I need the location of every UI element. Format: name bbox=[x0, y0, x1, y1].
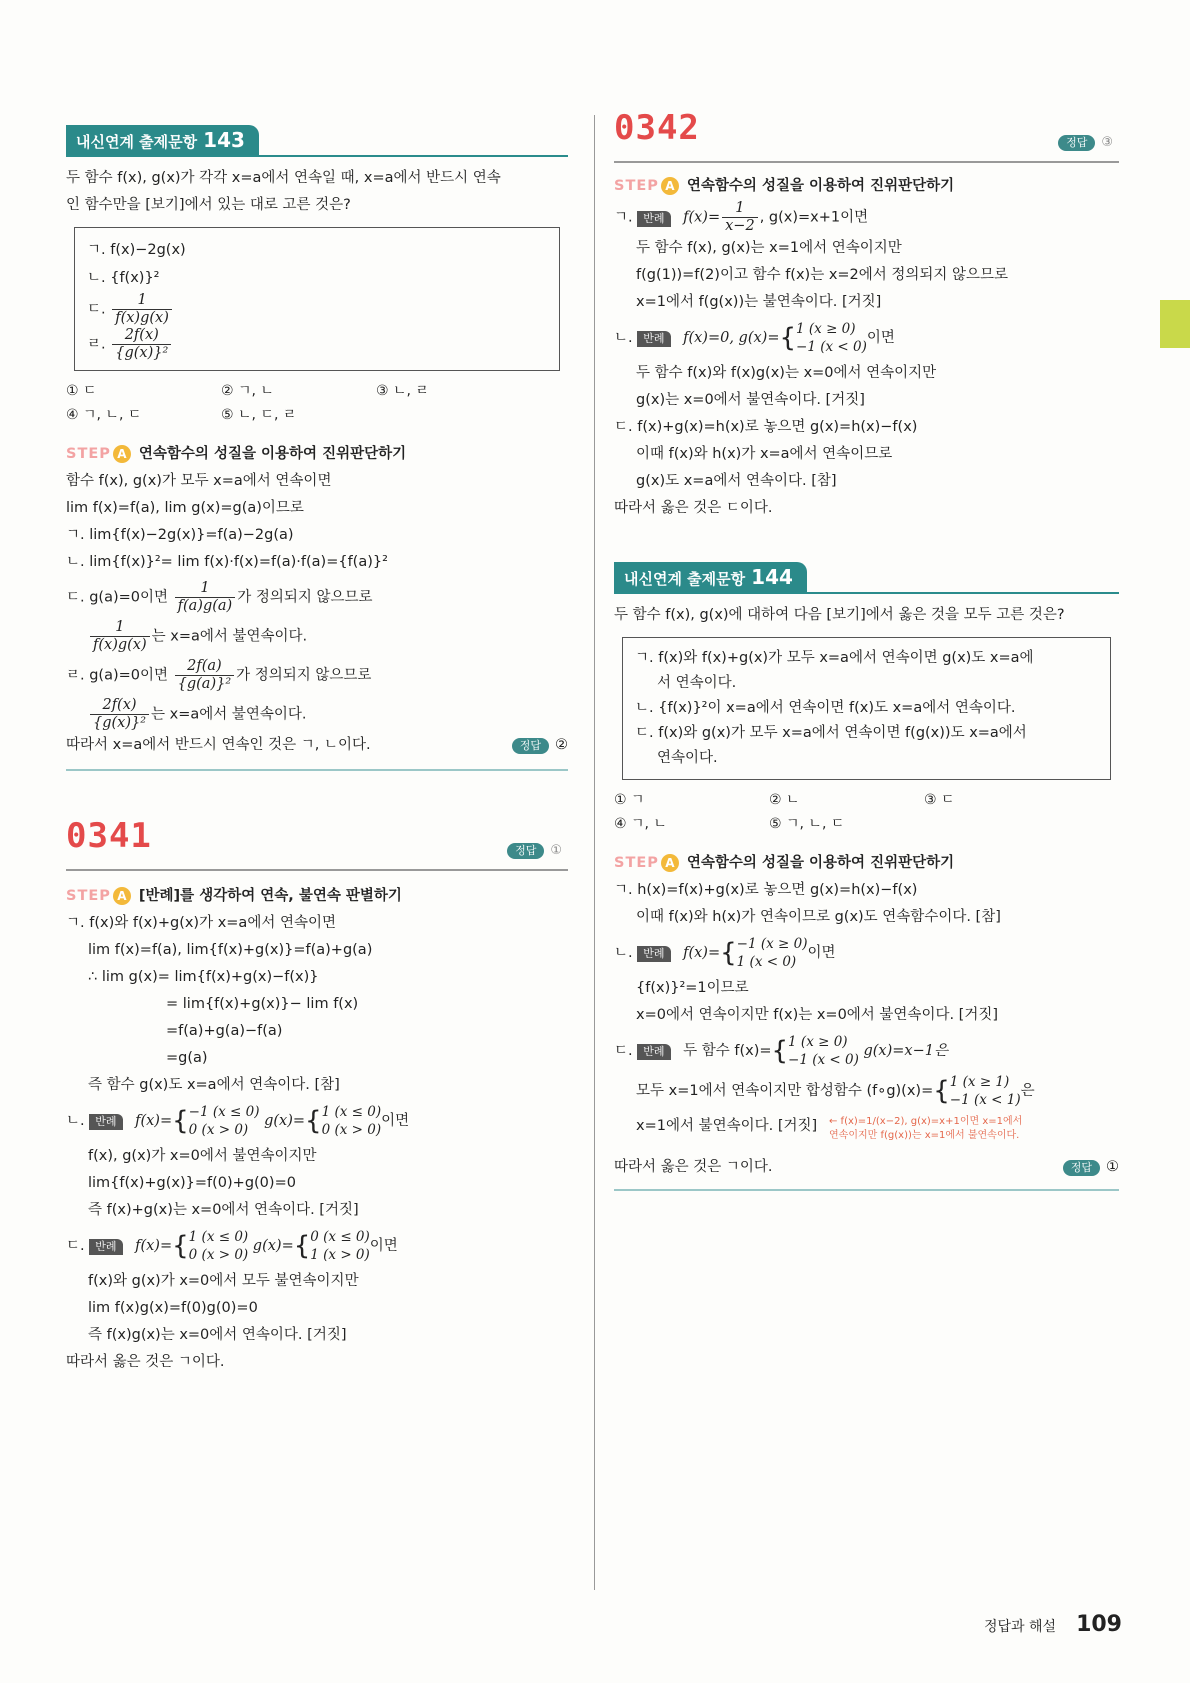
bogi-box-143 bbox=[74, 227, 560, 371]
sol-line: $\frac{2f(x)}{\text{\{g(x)\}²}}$ 는 x=a에서 불연속이다. bbox=[66, 697, 568, 732]
sol-line: 이때 f(x)와 h(x)가 연속이므로 g(x)도 연속함수이다. [참] bbox=[636, 909, 1001, 925]
sol-line: lim{f(x)+g(x)}=f(0)+g(0)=0 bbox=[88, 1175, 296, 1191]
sol-line: =f(a)+g(a)−f(a) bbox=[166, 1023, 283, 1039]
solution-0342 bbox=[614, 200, 1119, 522]
counterexample-tag: 반례 bbox=[637, 946, 670, 962]
sol-line: ㄱ. 반례 f(x)= $\frac{1}{x-2}$ , g(x)=x+1이면 bbox=[614, 200, 869, 234]
exam-tag-144 bbox=[614, 562, 1119, 594]
bogi-box-144 bbox=[622, 637, 1111, 780]
column-divider bbox=[594, 115, 595, 1590]
bogi-item: ㄹ. $\frac{2f(x)}{\text{\{g(x)\}²}}$ bbox=[87, 327, 547, 362]
answer-value: ① bbox=[1106, 1159, 1119, 1175]
bogi-item: ㄴ. {f(x)}² bbox=[87, 270, 160, 286]
sol-line: ㄷ. f(x)+g(x)=h(x)로 놓으면 g(x)=h(x)−f(x) bbox=[614, 419, 918, 435]
sol-line: 모두 x=1에서 연속이지만 합성함수 (f∘g)(x)={ 1 (x ≥ 1) −1 (x < 1) 은 bbox=[636, 1074, 1035, 1108]
choice: ① ㄷ bbox=[66, 383, 97, 399]
choices-144 bbox=[614, 788, 1119, 836]
question-line: 인 함수만을 [보기]에서 있는 대로 고른 것은? bbox=[66, 197, 351, 213]
sol-line: ㄴ. 반례 f(x)={ −1 (x ≥ 0) 1 (x < 0) 이면 bbox=[614, 936, 836, 970]
sol-line: 즉 f(x)g(x)는 x=0에서 연속이다. [거짓] bbox=[88, 1327, 347, 1343]
sol-line: ㄷ. g(a)=0이면 $\frac{1}{f(a)g(a)}$ 가 정의되지 않으므로 bbox=[66, 580, 373, 614]
sol-line: 따라서 x=a에서 반드시 연속인 것은 ㄱ, ㄴ이다. 정답 ② bbox=[66, 737, 568, 753]
sol-line: ㄱ. h(x)=f(x)+g(x)로 놓으면 g(x)=h(x)−f(x) bbox=[614, 882, 918, 898]
margin-note: ← f(x)=1/(x−2), g(x)=x+1이면 x=1에서 연속이지만 f(g(x))는 x=1에서 불연속이다. bbox=[829, 1116, 1023, 1141]
sol-line: x=1에서 f(g(x))는 불연속이다. [거짓] bbox=[636, 294, 882, 310]
choices-143 bbox=[66, 379, 568, 427]
problem-header-0342 bbox=[614, 108, 1119, 163]
exam-tag-number: 143 bbox=[203, 128, 245, 152]
bogi-item: 서 연속이다. bbox=[657, 675, 737, 691]
problem-number: 0342 bbox=[614, 108, 700, 148]
step-heading: STEP A [반례]를 생각하여 연속, 불연속 판별하기 bbox=[66, 888, 402, 904]
bogi-item: ㄷ. $\frac{1}{f(x)g(x)}$ bbox=[87, 292, 547, 327]
sol-line: ㄷ. 반례 두 함수 f(x)={ 1 (x ≥ 0) −1 (x < 0) g(x)=x−1은 bbox=[614, 1034, 948, 1068]
bogi-item: ㄷ. f(x)와 g(x)가 모두 x=a에서 연속이면 f(g(x))도 x=a에서 bbox=[635, 725, 1027, 741]
sol-line: f(g(1))=f(2)이고 함수 f(x)는 x=2에서 정의되지 않으므로 bbox=[636, 267, 1009, 283]
sol-line: g(x)도 x=a에서 연속이다. [참] bbox=[636, 473, 837, 489]
answer-value: ② bbox=[555, 737, 568, 753]
exam-tag-number: 144 bbox=[751, 565, 793, 589]
bogi-item: ㄱ. f(x)−2g(x) bbox=[87, 242, 186, 258]
counterexample-tag: 반례 bbox=[89, 1114, 122, 1130]
bogi-item: 연속이다. bbox=[657, 750, 718, 766]
choice: ① ㄱ bbox=[614, 792, 645, 808]
choice: ⑤ ㄱ, ㄴ, ㄷ bbox=[769, 816, 845, 832]
solution-0341 bbox=[66, 910, 568, 1376]
page-number: 109 bbox=[1076, 1612, 1122, 1637]
sol-line: = lim{f(x)+g(x)}− lim f(x) bbox=[166, 996, 359, 1012]
sol-line: x=0에서 연속이지만 f(x)는 x=0에서 불연속이다. [거짓] bbox=[636, 1007, 998, 1023]
left-column bbox=[66, 125, 568, 1376]
sol-line: lim f(x)=f(a), lim g(x)=g(a)이므로 bbox=[66, 500, 304, 516]
sol-line: x=1에서 불연속이다. [거짓] ← f(x)=1/(x−2), g(x)=x+1이면 x=1에서 연속이지만 f(g(x))는 x=1에서 불연속이다. bbox=[614, 1113, 1119, 1140]
choice: ④ ㄱ, ㄴ, ㄷ bbox=[66, 407, 142, 423]
sol-line: ㄴ. 반례 f(x)=0, g(x)={ 1 (x ≥ 0) −1 (x < 0) 이면 bbox=[614, 321, 895, 355]
choice: ④ ㄱ, ㄴ bbox=[614, 816, 667, 832]
counterexample-tag: 반례 bbox=[89, 1239, 122, 1255]
exam-tag-label: 내신연계 출제문항 bbox=[624, 570, 746, 588]
answer-badge: 정답 bbox=[1063, 1160, 1100, 1176]
sol-line: f(x), g(x)가 x=0에서 불연속이지만 bbox=[88, 1148, 317, 1164]
sol-line: ∴ lim g(x)= lim{f(x)+g(x)−f(x)} bbox=[88, 969, 319, 985]
choice: ② ㄴ bbox=[769, 792, 800, 808]
sol-line: 즉 f(x)+g(x)는 x=0에서 연속이다. [거짓] bbox=[88, 1202, 359, 1218]
answer-badge: 정답 bbox=[507, 843, 544, 859]
section-separator bbox=[614, 1189, 1119, 1191]
answer-badge: 정답 bbox=[1058, 135, 1095, 151]
step-heading: STEP A 연속함수의 성질을 이용하여 진위판단하기 bbox=[614, 855, 955, 871]
sol-line: $\frac{1}{f(x)g(x)}$ 는 x=a에서 불연속이다. bbox=[66, 619, 568, 654]
question-line: 두 함수 f(x), g(x)가 각각 x=a에서 연속일 때, x=a에서 반드시 연속 bbox=[66, 170, 501, 186]
counterexample-tag: 반례 bbox=[637, 211, 670, 227]
question-143 bbox=[66, 165, 568, 219]
step-heading: STEP A 연속함수의 성질을 이용하여 진위판단하기 bbox=[614, 178, 955, 194]
sol-line: 따라서 옳은 것은 ㄱ이다. bbox=[66, 1354, 225, 1370]
sol-line: f(x)와 g(x)가 x=0에서 모두 불연속이지만 bbox=[88, 1273, 359, 1289]
sol-line: 따라서 옳은 것은 ㄱ이다. 정답 ① bbox=[614, 1159, 1119, 1175]
sol-line: ㄴ. lim{f(x)}²= lim f(x)·f(x)=f(a)·f(a)={f(a)}² bbox=[66, 554, 388, 570]
answer-value: ① bbox=[550, 843, 562, 858]
counterexample-tag: 반례 bbox=[637, 331, 670, 347]
sol-line: {f(x)}²=1이므로 bbox=[636, 980, 749, 996]
counterexample-tag: 반례 bbox=[637, 1044, 670, 1060]
sol-line: 이때 f(x)와 h(x)가 x=a에서 연속이므로 bbox=[636, 446, 893, 462]
problem-number: 0341 bbox=[66, 816, 152, 856]
choice: ③ ㄴ, ㄹ bbox=[376, 383, 429, 399]
choice: ③ ㄷ bbox=[924, 792, 955, 808]
choice: ② ㄱ, ㄴ bbox=[221, 383, 274, 399]
sol-line: lim f(x)g(x)=f(0)g(0)=0 bbox=[88, 1300, 258, 1316]
step-heading: STEP A 연속함수의 성질을 이용하여 진위판단하기 bbox=[66, 446, 407, 462]
sol-line: 두 함수 f(x)와 f(x)g(x)는 x=0에서 연속이지만 bbox=[636, 365, 937, 381]
right-column bbox=[614, 108, 1119, 1191]
sol-line: =g(a) bbox=[166, 1050, 208, 1066]
sol-line: ㄷ. 반례 f(x)={ 1 (x ≤ 0) 0 (x > 0) g(x)={ 0 (x ≤ 0) 1 (x > 0) 이면 bbox=[66, 1229, 398, 1263]
sol-line: g(x)는 x=0에서 불연속이다. [거짓] bbox=[636, 392, 865, 408]
bogi-item: ㄱ. f(x)와 f(x)+g(x)가 모두 x=a에서 연속이면 g(x)도 x=a에 bbox=[635, 650, 1034, 666]
bogi-item: ㄴ. {f(x)}²이 x=a에서 연속이면 f(x)도 x=a에서 연속이다. bbox=[635, 700, 1016, 716]
solution-144 bbox=[614, 877, 1119, 1181]
choice: ⑤ ㄴ, ㄷ, ㄹ bbox=[221, 407, 297, 423]
answer-value: ③ bbox=[1101, 135, 1113, 150]
footer-label: 정답과 해설 bbox=[983, 1619, 1057, 1635]
sol-line: ㄱ. lim{f(x)−2g(x)}=f(a)−2g(a) bbox=[66, 527, 294, 543]
question-144: 두 함수 f(x), g(x)에 대하여 다음 [보기]에서 옳은 것을 모두 고른 것은? bbox=[614, 607, 1065, 623]
sol-line: ㄹ. g(a)=0이면 $\frac{2f(a)}{\text{\{g(a)\}²}}$ 가 정의되지 않으므로 bbox=[66, 658, 372, 692]
page-edge-tab bbox=[1160, 300, 1190, 348]
sol-line: 즉 함수 g(x)도 x=a에서 연속이다. [참] bbox=[88, 1077, 340, 1093]
problem-header-0341 bbox=[66, 816, 568, 871]
exam-tag-143 bbox=[66, 125, 568, 157]
solution-143 bbox=[66, 468, 568, 759]
sol-line: 함수 f(x), g(x)가 모두 x=a에서 연속이면 bbox=[66, 473, 332, 489]
sol-line: 두 함수 f(x), g(x)는 x=1에서 연속이지만 bbox=[636, 240, 902, 256]
sol-line: ㄱ. f(x)와 f(x)+g(x)가 x=a에서 연속이면 bbox=[66, 915, 336, 931]
sol-line: ㄴ. 반례 f(x)={ −1 (x ≤ 0) 0 (x > 0) g(x)={ 1 (x ≤ 0) 0 (x > 0) 이면 bbox=[66, 1104, 410, 1138]
exam-tag-label: 내신연계 출제문항 bbox=[76, 133, 198, 151]
page-footer bbox=[984, 1612, 1122, 1637]
section-separator bbox=[66, 769, 568, 771]
sol-line: lim f(x)=f(a), lim{f(x)+g(x)}=f(a)+g(a) bbox=[88, 942, 373, 958]
sol-line: 따라서 옳은 것은 ㄷ이다. bbox=[614, 500, 773, 516]
answer-badge: 정답 bbox=[512, 738, 549, 754]
